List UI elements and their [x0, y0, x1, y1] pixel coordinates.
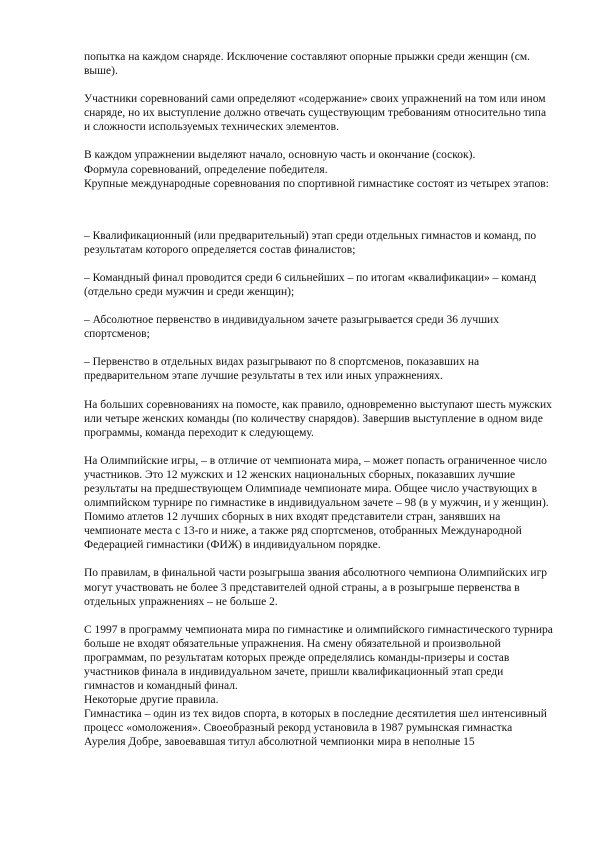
paragraph-rejuvenation: Гимнастика – один из тех видов спорта, в которых в последние десятилетия шел интенсивный процесс «омоложения». Своеобразный рекорд установила в 1987 румынская гимнастка Аурелия Добре, завоевавшая титул абсолютной чемпионки мира в неполные 15: [84, 708, 547, 749]
paragraph-gap: [84, 552, 554, 566]
paragraph-podium-teams: На больших соревнованиях на помосте, как правило, одновременно выступают шесть мужских или четыре женских команды (по количеству снарядов). Завершив выступление в одном виде программы, команда переходит к следующему.: [84, 398, 552, 439]
paragraph-gap: [84, 134, 554, 148]
paragraph-gap: [84, 191, 554, 215]
paragraph-gap: [84, 215, 554, 229]
section-heading-formula: Формула соревнований, определение победителя.: [84, 163, 328, 176]
paragraph-gap: [84, 440, 554, 454]
paragraph-gap: [84, 299, 554, 313]
list-item-team-final: – Командный финал проводится среди 6 сильнейших – по итогам «квалификации» – команд (отдельно среди мужчин и среди женщин);: [84, 271, 537, 299]
paragraph-olympic-participants: На Олимпийские игры, – в отличие от чемпионата мира, – может попасть ограниченное число участников. Это 12 мужских и 12 женских национальных сборных, показавших лучшие результаты на предшествующем Олимпиаде чемпионате мира. Общее число участвующих в олимпийском турнире по гимнастике в индивидуальном зачете – 98 (в у мужчин, и у женщин). Помимо атлетов 12 лучших сборных в них входят представители стран, занявших на чемпионате места с 13-го и ниже, а также ряд спортсменов, отобранных Международной Федерацией гимнастики (ФИЖ) в индивидуальном порядке.: [84, 454, 549, 552]
paragraph-content-rules: Участники соревнований сами определяют «содержание» своих упражнений на том или ином снаряде, но их выступление должно отвечать существующим требованиям относительно типа и сложности используемых технических элементов.: [84, 93, 547, 134]
paragraph-exercise-parts: В каждом упражнении выделяют начало, основную часть и окончание (соскок).: [84, 149, 476, 162]
paragraph-intro-continuation: попытка на каждом снаряде. Исключение составляют опорные прыжки среди женщин (см. выше).: [84, 51, 530, 78]
paragraph-gap: [84, 341, 554, 355]
list-item-apparatus-finals: – Первенство в отдельных видах разыгрывают по 8 спортсменов, показавших на предварительном этапе лучшие результаты в тех или иных упражнениях.: [84, 356, 480, 383]
paragraph-country-limits: По правилам, в финальной части розыгрыша звания абсолютного чемпиона Олимпийских игр могут участвовать не более 3 представителей одной страны, а в розыгрыше первенства в отдельных упражнениях – не больше 2.: [84, 567, 548, 608]
document-page: [84, 50, 554, 750]
paragraph-stages-intro: Крупные международные соревнования по спортивной гимнастике состоят из четырех этапов:: [84, 177, 549, 190]
paragraph-gap: [84, 384, 554, 398]
paragraph-gap: [84, 609, 554, 623]
section-heading-other-rules: Некоторые другие правила.: [84, 694, 219, 707]
paragraph-gap: [84, 78, 554, 92]
paragraph-1997-changes: С 1997 в программу чемпионата мира по гимнастике и олимпийского гимнастического турнира больше не входят обязательные упражнения. На смену обязательной и произвольной программам, по результатам которых прежде определялись команды-призеры и состав участников финала в индивидуальном зачете, пришли квалификационный этап среди гимнастов и командный финал.: [84, 623, 553, 693]
list-item-all-around: – Абсолютное первенство в индивидуальном зачете разыгрывается среди 36 лучших спортсменов;: [84, 314, 499, 341]
paragraph-gap: [84, 257, 554, 271]
list-item-qualification: – Квалификационный (или предварительный) этап среди отдельных гимнастов и команд, по результатам которого определяется состав финалистов;: [84, 229, 537, 256]
